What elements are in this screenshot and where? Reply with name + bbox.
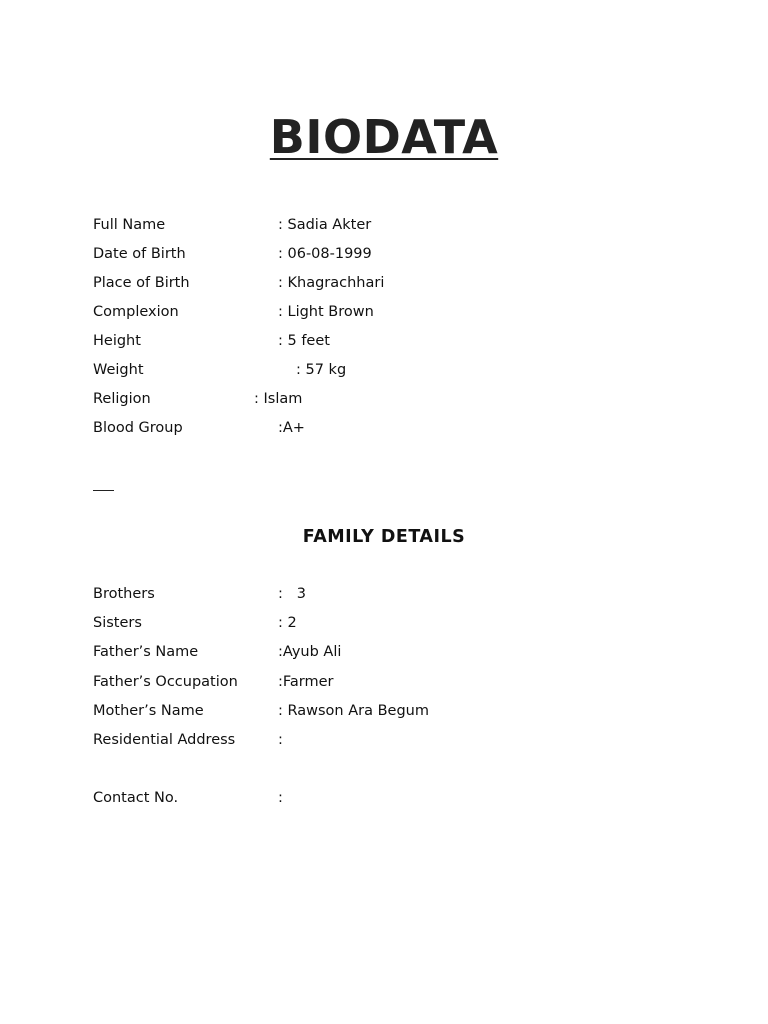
field-label: Height [93, 333, 141, 349]
field-label: Sisters [93, 615, 142, 631]
field-value: : 2 [278, 615, 297, 631]
field-label: Father’s Occupation [93, 674, 238, 690]
field-value: :Ayub Ali [278, 644, 342, 660]
field-value: :Farmer [278, 674, 334, 690]
field-value: : 5 feet [278, 333, 330, 349]
document-title-text: BIODATA [269, 110, 499, 164]
field-label: Place of Birth [93, 275, 190, 291]
field-label: Date of Birth [93, 246, 186, 262]
short-divider [93, 490, 114, 491]
field-label: Contact No. [93, 790, 179, 806]
field-value: : [278, 732, 283, 748]
field-value: : Khagrachhari [278, 275, 385, 291]
field-value: : Rawson Ara Begum [278, 703, 429, 719]
field-label: Mother’s Name [93, 703, 204, 719]
family-details-heading: FAMILY DETAILS [302, 527, 466, 547]
field-label: Residential Address [93, 732, 236, 748]
document-title [0, 110, 768, 164]
field-value: : Islam [254, 391, 303, 407]
field-label: Weight [93, 362, 144, 378]
field-value: : [278, 790, 283, 806]
field-label: Brothers [93, 586, 155, 602]
field-label: Full Name [93, 217, 166, 233]
field-label: Blood Group [93, 420, 183, 436]
field-value: : Sadia Akter [278, 217, 372, 233]
field-value: :A+ [278, 420, 305, 436]
field-value: : Light Brown [278, 304, 374, 320]
field-value: : 06-08-1999 [278, 246, 372, 262]
field-label: Father’s Name [93, 644, 199, 660]
field-label: Complexion [93, 304, 179, 320]
field-label: Religion [93, 391, 151, 407]
field-value: : 3 [278, 586, 306, 602]
field-value: : 57 kg [296, 362, 347, 378]
